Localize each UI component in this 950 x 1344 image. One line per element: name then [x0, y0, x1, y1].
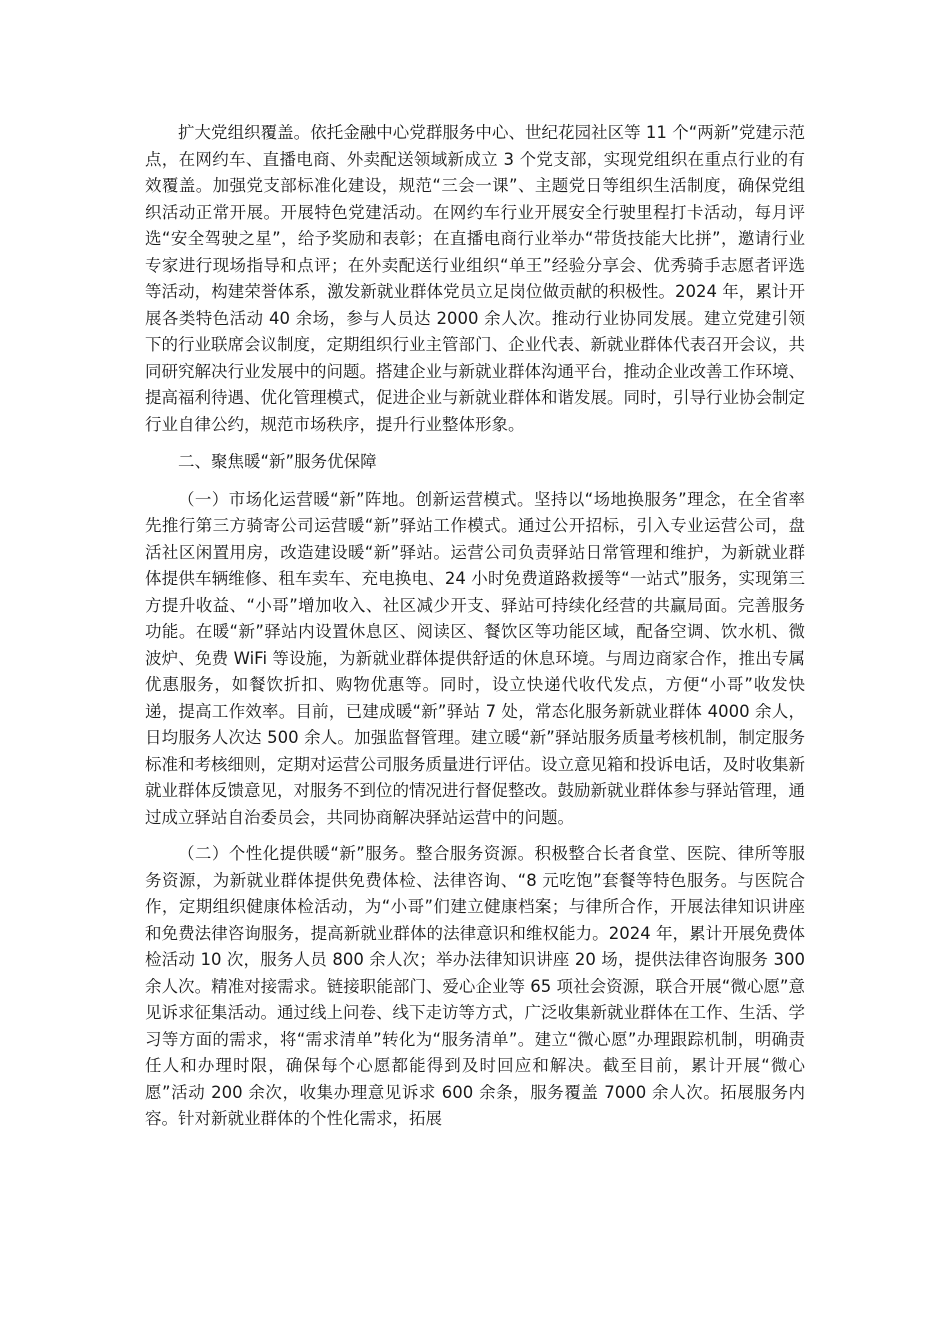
paragraph-party-coverage: 扩大党组织覆盖。依托金融中心党群服务中心、世纪花园社区等 11 个“两新”党建示范点，在网约车、直播电商、外卖配送领域新成立 3 个党支部，实现党组织在重点行业的有效覆盖。加强党支部标准化建设，规范“三会一课”、主题党日等组织生活制度，确保党组织活动正常开展。开展特色党建活动。在网约车行业开展安全行驶里程打卡活动，每月评选“安全驾驶之星”，给予奖励和表彰；在直播电商行业举办“带货技能大比拼”，邀请行业专家进行现场指导和点评；在外卖配送行业组织“单王”经验分享会、优秀骑手志愿者评选等活动，构建荣誉体系，激发新就业群体党员立足岗位做贡献的积极性。2024 年，累计开展各类特色活动 40 余场，参与人员达 2000 余人次。推动行业协同发展。建立党建引领下的行业联席会议制度，定期组织行业主管部门、企业代表、新就业群体代表召开会议，共同研究解决行业发展中的问题。搭建企业与新就业群体沟通平台，推动企业改善工作环境、提高福利待遇、优化管理模式，促进企业与新就业群体和谐发展。同时，引导行业协会制定行业自律公约，规范市场秩序，提升行业整体形象。	[145, 123, 805, 434]
paragraph-personalized-service: （二）个性化提供暖“新”服务。整合服务资源。积极整合长者食堂、医院、律所等服务资源，为新就业群体提供免费体检、法律咨询、“8 元吃饱”套餐等特色服务。与医院合作，定期组织健康体检活动，为“小哥”们建立健康档案；与律所合作，开展法律知识讲座和免费法律咨询服务，提高新就业群体的法律意识和维权能力。2024 年，累计开展免费体检活动 10 次，服务人员 800 余人次；举办法律知识讲座 20 场，提供法律咨询服务 300 余人次。精准对接需求。链接职能部门、爱心企业等 65 项社会资源，联合开展“微心愿”意见诉求征集活动。通过线上问卷、线下走访等方式，广泛收集新就业群体在工作、生活、学习等方面的需求，将“需求清单”转化为“服务清单”。建立“微心愿”办理跟踪机制，明确责任人和办理时限，确保每个心愿都能得到及时回应和解决。截至目前，累计开展“微心愿”活动 200 余次，收集办理意见诉求 600 余条，服务覆盖 7000 余人次。拓展服务内容。针对新就业群体的个性化需求，拓展	[145, 844, 805, 1128]
paragraph-market-operation: （一）市场化运营暖“新”阵地。创新运营模式。坚持以“场地换服务”理念，在全省率先推行第三方骑寄公司运营暖“新”驿站工作模式。通过公开招标，引入专业运营公司，盘活社区闲置用房，改造建设暖“新”驿站。运营公司负责驿站日常管理和维护，为新就业群体提供车辆维修、租车卖车、充电换电、24 小时免费道路救援等“一站式”服务，实现第三方提升收益、“小哥”增加收入、社区减少开支、驿站可持续化经营的共赢局面。完善服务功能。在暖“新”驿站内设置休息区、阅读区、餐饮区等功能区域，配备空调、饮水机、微波炉、免费 WiFi 等设施，为新就业群体提供舒适的休息环境。与周边商家合作，推出专属优惠服务，如餐饮折扣、购物优惠等。同时，设立快递代收代发点，方便“小哥”收发快递，提高工作效率。目前，已建成暖“新”驿站 7 处，常态化服务新就业群体 4000 余人，日均服务人次达 500 余人。加强监督管理。建立暖“新”驿站服务质量考核机制，制定服务标准和考核细则，定期对运营公司服务质量进行评估。设立意见箱和投诉电话，及时收集新就业群体反馈意见，对服务不到位的情况进行督促整改。鼓励新就业群体参与驿站管理，通过成立驿站自治委员会，共同协商解决驿站运营中的问题。	[145, 489, 805, 827]
document-page	[145, 120, 805, 1133]
section-heading: 二、聚焦暖“新”服务优保障	[178, 452, 377, 471]
